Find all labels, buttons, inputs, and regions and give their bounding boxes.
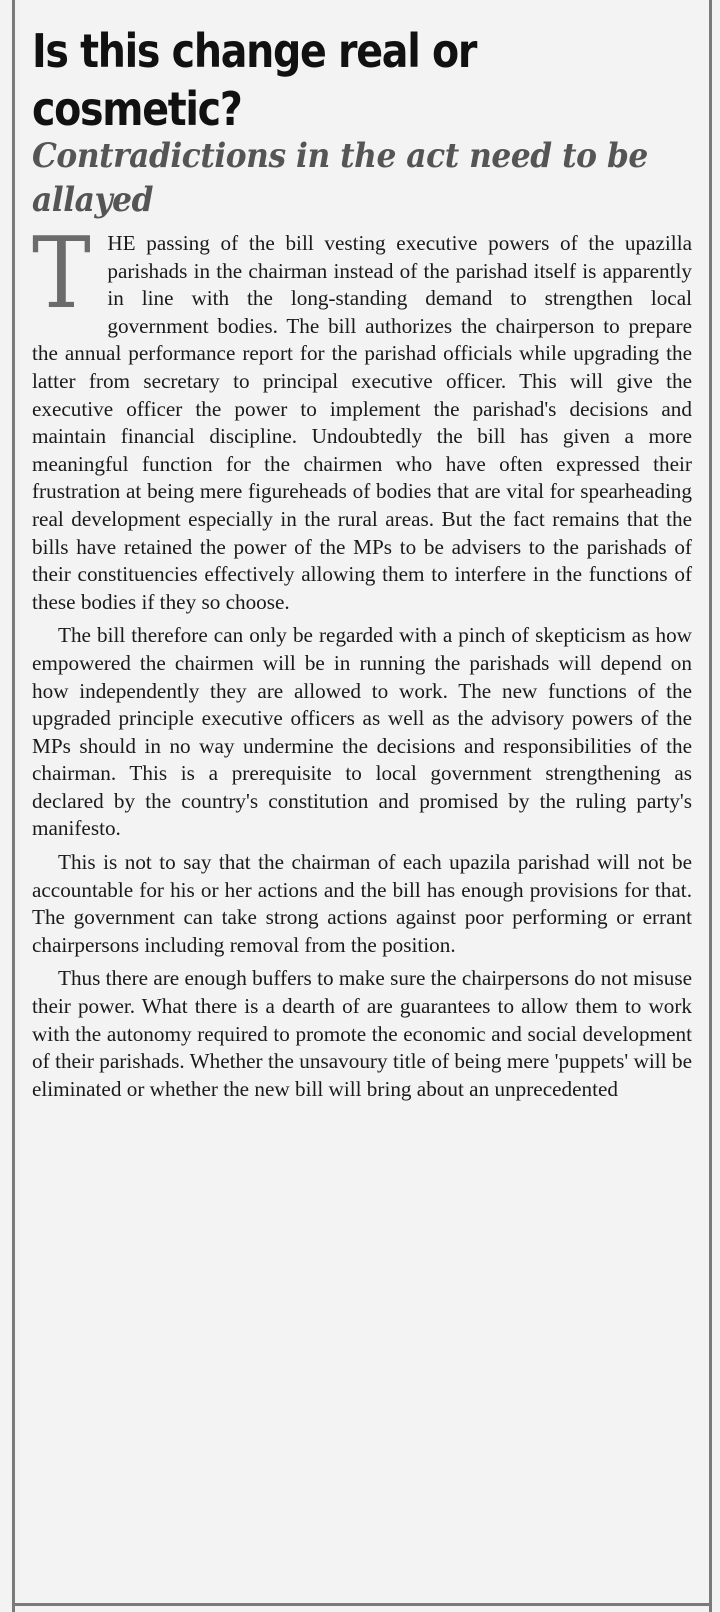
paragraph-3: This is not to say that the chairman of each upazila parishad will not be accountable for his or her actions and the bill has enough provisions for that. The government can take strong actions against poor performing or errant chairpersons including removal from the position. bbox=[32, 850, 692, 957]
headline: Is this change real or cosmetic? bbox=[32, 24, 477, 136]
paragraph-1 bbox=[32, 217, 692, 616]
right-column-rule bbox=[709, 0, 712, 1612]
paragraph-1-text: HE passing of the bill vesting executive powers of the upazilla parishads in the chairman instead of the parishad itself is apparently in line with the long-standing demand to strengthen local government bodies. The bill authorizes the chairperson to prepare the annual performance report for the parishad officials while upgrading the latter from secretary to principal executive officer. This will give the executive officer the power to implement the parishad's decisions and maintain financial discipline. Undoubtedly the bill has given a more meaningful function for the chairmen who have often expressed their frustration at being mere figureheads of bodies that are vital for spearheading real development especially in the rural areas. But the fact remains that the bills have retained the power of the MPs to be advisers to the parishads of their constituencies effectively allowing them to interfere in the functions of these bodies if they so choose. bbox=[32, 231, 692, 614]
paragraph-2: The bill therefore can only be regarded with a pinch of skepticism as how empowered the chairmen will be in running the parishads will depend on how independently they are allowed to work. The new functions of the upgraded principle executive officers as well as the advisory powers of the MPs should in no way undermine the decisions and responsibilities of the chairman. This is a prerequisite to local government strengthening as declared by the country's constitution and promised by the ruling party's manifesto. bbox=[32, 623, 692, 841]
paragraph-4: Thus there are enough buffers to make sure the chairpersons do not misuse their power. What there is a dearth of are guarantees to allow them to work with the autonomy required to promote the economic and social development of their parishads. Whether the unsavoury title of being mere 'puppets' will be eliminated or whether the new bill will bring about an unprecedented bbox=[32, 966, 692, 1101]
subheadline: Contradictions in the act need to be allayed bbox=[32, 136, 648, 220]
bottom-column-rule bbox=[12, 1603, 712, 1606]
editorial-article bbox=[32, 22, 692, 1103]
drop-cap: T bbox=[32, 217, 91, 331]
left-column-rule bbox=[12, 0, 15, 1612]
article-body bbox=[32, 217, 692, 1103]
